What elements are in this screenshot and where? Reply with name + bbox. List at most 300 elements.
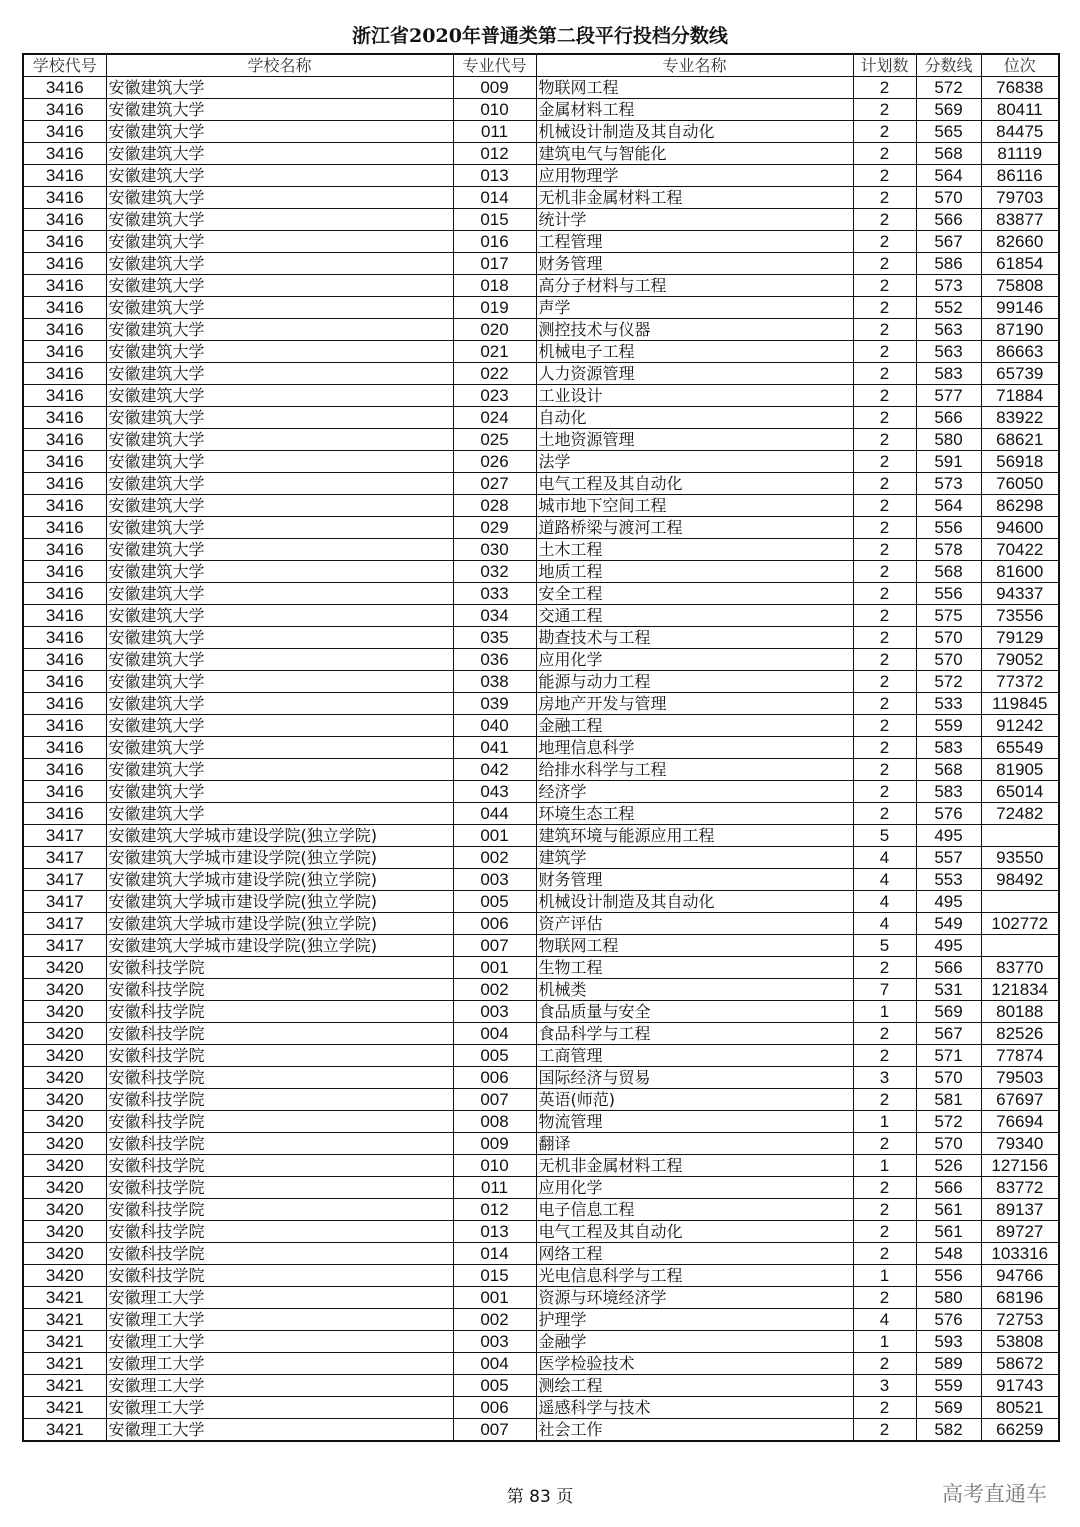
table-row xyxy=(23,1067,1059,1089)
cell-major-name: 高分子材料与工程 xyxy=(536,275,853,297)
cell-school-name: 安徽建筑大学 xyxy=(106,495,453,517)
table-row xyxy=(23,451,1059,473)
cell-school-name: 安徽建筑大学 xyxy=(106,451,453,473)
cell-plan-count: 2 xyxy=(853,715,916,737)
cell-major-code: 002 xyxy=(453,847,536,869)
cell-plan-count: 2 xyxy=(853,539,916,561)
table-row xyxy=(23,869,1059,891)
cell-school-code: 3416 xyxy=(23,781,106,803)
cell-score-line: 533 xyxy=(916,693,981,715)
table-row xyxy=(23,1023,1059,1045)
table-row xyxy=(23,539,1059,561)
table-row xyxy=(23,1419,1059,1442)
cell-major-name: 测控技术与仪器 xyxy=(536,319,853,341)
cell-score-line: 582 xyxy=(916,1419,981,1442)
cell-major-name: 经济学 xyxy=(536,781,853,803)
cell-school-name: 安徽科技学院 xyxy=(106,1001,453,1023)
table-row xyxy=(23,517,1059,539)
cell-school-name: 安徽建筑大学 xyxy=(106,165,453,187)
cell-major-name: 应用化学 xyxy=(536,1177,853,1199)
cell-plan-count: 2 xyxy=(853,1397,916,1419)
cell-major-code: 033 xyxy=(453,583,536,605)
cell-rank: 67697 xyxy=(981,1089,1059,1111)
cell-school-code: 3417 xyxy=(23,825,106,847)
cell-major-name: 财务管理 xyxy=(536,253,853,275)
cell-major-name: 无机非金属材料工程 xyxy=(536,187,853,209)
cell-major-code: 005 xyxy=(453,1375,536,1397)
cell-major-code: 018 xyxy=(453,275,536,297)
cell-school-name: 安徽建筑大学 xyxy=(106,759,453,781)
cell-rank: 93550 xyxy=(981,847,1059,869)
cell-plan-count: 2 xyxy=(853,1089,916,1111)
cell-major-code: 004 xyxy=(453,1353,536,1375)
cell-major-code: 006 xyxy=(453,913,536,935)
cell-major-name: 食品质量与安全 xyxy=(536,1001,853,1023)
cell-rank: 72482 xyxy=(981,803,1059,825)
cell-major-code: 013 xyxy=(453,1221,536,1243)
table-row xyxy=(23,209,1059,231)
cell-school-name: 安徽科技学院 xyxy=(106,1155,453,1177)
cell-school-code: 3416 xyxy=(23,451,106,473)
cell-major-name: 应用化学 xyxy=(536,649,853,671)
cell-major-name: 物流管理 xyxy=(536,1111,853,1133)
cell-score-line: 575 xyxy=(916,605,981,627)
cell-major-name: 应用物理学 xyxy=(536,165,853,187)
table-row xyxy=(23,1199,1059,1221)
cell-major-code: 028 xyxy=(453,495,536,517)
cell-school-code: 3420 xyxy=(23,1199,106,1221)
cell-major-code: 013 xyxy=(453,165,536,187)
cell-major-name: 土木工程 xyxy=(536,539,853,561)
cell-plan-count: 2 xyxy=(853,671,916,693)
cell-plan-count: 2 xyxy=(853,759,916,781)
cell-plan-count: 4 xyxy=(853,847,916,869)
cell-plan-count: 2 xyxy=(853,1023,916,1045)
cell-school-code: 3421 xyxy=(23,1353,106,1375)
table-row xyxy=(23,1265,1059,1287)
cell-school-name: 安徽科技学院 xyxy=(106,957,453,979)
header-plan-count: 计划数 xyxy=(853,54,916,77)
table-row xyxy=(23,1287,1059,1309)
cell-school-name: 安徽建筑大学 xyxy=(106,473,453,495)
cell-score-line: 573 xyxy=(916,473,981,495)
cell-plan-count: 2 xyxy=(853,121,916,143)
cell-plan-count: 1 xyxy=(853,1155,916,1177)
cell-school-code: 3417 xyxy=(23,913,106,935)
cell-rank: 80411 xyxy=(981,99,1059,121)
cell-score-line: 495 xyxy=(916,825,981,847)
cell-major-name: 土地资源管理 xyxy=(536,429,853,451)
cell-major-name: 自动化 xyxy=(536,407,853,429)
table-row xyxy=(23,187,1059,209)
cell-score-line: 556 xyxy=(916,1265,981,1287)
cell-school-code: 3416 xyxy=(23,473,106,495)
cell-score-line: 570 xyxy=(916,627,981,649)
cell-rank: 83770 xyxy=(981,957,1059,979)
cell-rank: 70422 xyxy=(981,539,1059,561)
cell-major-code: 042 xyxy=(453,759,536,781)
cell-rank: 83922 xyxy=(981,407,1059,429)
cell-rank: 56918 xyxy=(981,451,1059,473)
cell-school-code: 3421 xyxy=(23,1287,106,1309)
cell-plan-count: 2 xyxy=(853,187,916,209)
cell-rank: 119845 xyxy=(981,693,1059,715)
cell-plan-count: 2 xyxy=(853,143,916,165)
cell-score-line: 578 xyxy=(916,539,981,561)
cell-major-code: 003 xyxy=(453,1331,536,1353)
cell-plan-count: 2 xyxy=(853,495,916,517)
cell-major-name: 交通工程 xyxy=(536,605,853,627)
cell-major-code: 014 xyxy=(453,1243,536,1265)
cell-score-line: 570 xyxy=(916,649,981,671)
cell-school-name: 安徽建筑大学城市建设学院(独立学院) xyxy=(106,869,453,891)
cell-school-name: 安徽建筑大学 xyxy=(106,385,453,407)
cell-major-name: 金属材料工程 xyxy=(536,99,853,121)
cell-score-line: 556 xyxy=(916,517,981,539)
cell-major-code: 039 xyxy=(453,693,536,715)
cell-major-name: 无机非金属材料工程 xyxy=(536,1155,853,1177)
cell-school-code: 3416 xyxy=(23,385,106,407)
cell-major-code: 001 xyxy=(453,1287,536,1309)
cell-score-line: 561 xyxy=(916,1199,981,1221)
admission-score-table xyxy=(22,53,1060,1442)
cell-plan-count: 2 xyxy=(853,1287,916,1309)
cell-school-code: 3420 xyxy=(23,1001,106,1023)
table-row xyxy=(23,1375,1059,1397)
cell-major-name: 法学 xyxy=(536,451,853,473)
cell-major-code: 015 xyxy=(453,209,536,231)
cell-score-line: 573 xyxy=(916,275,981,297)
cell-rank: 94337 xyxy=(981,583,1059,605)
cell-school-code: 3417 xyxy=(23,891,106,913)
table-row xyxy=(23,847,1059,869)
cell-major-code: 015 xyxy=(453,1265,536,1287)
cell-rank: 103316 xyxy=(981,1243,1059,1265)
cell-school-name: 安徽建筑大学 xyxy=(106,209,453,231)
cell-score-line: 583 xyxy=(916,781,981,803)
cell-plan-count: 2 xyxy=(853,1353,916,1375)
cell-school-name: 安徽建筑大学 xyxy=(106,539,453,561)
cell-score-line: 552 xyxy=(916,297,981,319)
cell-major-name: 地质工程 xyxy=(536,561,853,583)
cell-rank: 80188 xyxy=(981,1001,1059,1023)
cell-school-code: 3416 xyxy=(23,143,106,165)
cell-score-line: 576 xyxy=(916,803,981,825)
cell-rank: 82660 xyxy=(981,231,1059,253)
table-row xyxy=(23,121,1059,143)
cell-school-name: 安徽建筑大学 xyxy=(106,627,453,649)
cell-school-code: 3420 xyxy=(23,1155,106,1177)
cell-rank: 102772 xyxy=(981,913,1059,935)
cell-score-line: 567 xyxy=(916,1023,981,1045)
cell-school-name: 安徽建筑大学 xyxy=(106,253,453,275)
cell-major-code: 007 xyxy=(453,1419,536,1442)
table-row xyxy=(23,429,1059,451)
cell-rank: 71884 xyxy=(981,385,1059,407)
cell-major-code: 003 xyxy=(453,869,536,891)
table-row xyxy=(23,275,1059,297)
cell-rank: 76694 xyxy=(981,1111,1059,1133)
cell-school-name: 安徽建筑大学 xyxy=(106,803,453,825)
header-rank: 位次 xyxy=(981,54,1059,77)
cell-plan-count: 2 xyxy=(853,209,916,231)
cell-school-code: 3416 xyxy=(23,693,106,715)
cell-plan-count: 2 xyxy=(853,1243,916,1265)
table-row xyxy=(23,1089,1059,1111)
cell-rank: 86116 xyxy=(981,165,1059,187)
table-row xyxy=(23,341,1059,363)
cell-major-code: 016 xyxy=(453,231,536,253)
cell-rank: 91743 xyxy=(981,1375,1059,1397)
cell-school-code: 3416 xyxy=(23,495,106,517)
cell-rank: 91242 xyxy=(981,715,1059,737)
cell-school-name: 安徽建筑大学 xyxy=(106,605,453,627)
cell-school-code: 3416 xyxy=(23,605,106,627)
cell-school-name: 安徽建筑大学 xyxy=(106,319,453,341)
cell-major-name: 安全工程 xyxy=(536,583,853,605)
cell-score-line: 564 xyxy=(916,495,981,517)
cell-major-code: 009 xyxy=(453,1133,536,1155)
cell-plan-count: 2 xyxy=(853,363,916,385)
cell-major-name: 光电信息科学与工程 xyxy=(536,1265,853,1287)
cell-plan-count: 1 xyxy=(853,1265,916,1287)
cell-school-name: 安徽建筑大学 xyxy=(106,187,453,209)
cell-school-name: 安徽建筑大学 xyxy=(106,143,453,165)
cell-score-line: 580 xyxy=(916,1287,981,1309)
cell-school-code: 3416 xyxy=(23,297,106,319)
cell-school-name: 安徽理工大学 xyxy=(106,1331,453,1353)
cell-rank: 79129 xyxy=(981,627,1059,649)
table-row xyxy=(23,1331,1059,1353)
table-row xyxy=(23,1045,1059,1067)
cell-rank: 84475 xyxy=(981,121,1059,143)
cell-plan-count: 5 xyxy=(853,935,916,957)
watermark: 高考直通车 xyxy=(942,1482,1047,1506)
cell-rank: 72753 xyxy=(981,1309,1059,1331)
cell-school-code: 3420 xyxy=(23,957,106,979)
table-row xyxy=(23,979,1059,1001)
table-row xyxy=(23,825,1059,847)
cell-major-name: 食品科学与工程 xyxy=(536,1023,853,1045)
cell-plan-count: 2 xyxy=(853,1221,916,1243)
cell-score-line: 566 xyxy=(916,1177,981,1199)
cell-rank xyxy=(981,825,1059,847)
cell-major-name: 护理学 xyxy=(536,1309,853,1331)
cell-major-code: 014 xyxy=(453,187,536,209)
cell-rank: 81600 xyxy=(981,561,1059,583)
page-number: 第 83 页 xyxy=(506,1487,574,1507)
cell-plan-count: 2 xyxy=(853,781,916,803)
cell-rank: 79052 xyxy=(981,649,1059,671)
cell-school-code: 3416 xyxy=(23,649,106,671)
cell-score-line: 569 xyxy=(916,99,981,121)
cell-score-line: 563 xyxy=(916,341,981,363)
cell-school-code: 3416 xyxy=(23,275,106,297)
cell-school-name: 安徽建筑大学 xyxy=(106,649,453,671)
cell-score-line: 526 xyxy=(916,1155,981,1177)
cell-school-name: 安徽建筑大学 xyxy=(106,583,453,605)
cell-school-code: 3416 xyxy=(23,253,106,275)
cell-school-code: 3416 xyxy=(23,627,106,649)
cell-school-name: 安徽科技学院 xyxy=(106,1111,453,1133)
cell-rank: 79503 xyxy=(981,1067,1059,1089)
cell-school-code: 3416 xyxy=(23,209,106,231)
cell-major-name: 机械类 xyxy=(536,979,853,1001)
cell-rank: 79340 xyxy=(981,1133,1059,1155)
cell-school-code: 3420 xyxy=(23,1045,106,1067)
cell-school-name: 安徽建筑大学 xyxy=(106,77,453,99)
cell-school-name: 安徽建筑大学 xyxy=(106,781,453,803)
header-score-line: 分数线 xyxy=(916,54,981,77)
cell-major-code: 034 xyxy=(453,605,536,627)
table-row xyxy=(23,1155,1059,1177)
cell-score-line: 568 xyxy=(916,561,981,583)
cell-plan-count: 2 xyxy=(853,1419,916,1442)
cell-rank: 127156 xyxy=(981,1155,1059,1177)
cell-plan-count: 4 xyxy=(853,1309,916,1331)
cell-rank: 80521 xyxy=(981,1397,1059,1419)
cell-plan-count: 1 xyxy=(853,1111,916,1133)
cell-school-code: 3421 xyxy=(23,1331,106,1353)
cell-school-code: 3416 xyxy=(23,319,106,341)
cell-rank: 68196 xyxy=(981,1287,1059,1309)
cell-plan-count: 2 xyxy=(853,1199,916,1221)
cell-plan-count: 2 xyxy=(853,165,916,187)
cell-rank: 98492 xyxy=(981,869,1059,891)
cell-major-name: 电子信息工程 xyxy=(536,1199,853,1221)
cell-school-name: 安徽科技学院 xyxy=(106,1177,453,1199)
cell-school-code: 3420 xyxy=(23,1177,106,1199)
table-row xyxy=(23,605,1059,627)
cell-school-code: 3421 xyxy=(23,1375,106,1397)
cell-major-name: 英语(师范) xyxy=(536,1089,853,1111)
cell-rank: 58672 xyxy=(981,1353,1059,1375)
cell-score-line: 567 xyxy=(916,231,981,253)
cell-school-name: 安徽建筑大学 xyxy=(106,429,453,451)
cell-plan-count: 2 xyxy=(853,605,916,627)
cell-rank: 94766 xyxy=(981,1265,1059,1287)
cell-major-code: 019 xyxy=(453,297,536,319)
cell-score-line: 568 xyxy=(916,143,981,165)
header-school-name: 学校名称 xyxy=(106,54,453,77)
cell-major-code: 006 xyxy=(453,1397,536,1419)
table-row xyxy=(23,715,1059,737)
cell-rank: 61854 xyxy=(981,253,1059,275)
cell-school-name: 安徽科技学院 xyxy=(106,1265,453,1287)
cell-major-code: 043 xyxy=(453,781,536,803)
cell-score-line: 576 xyxy=(916,1309,981,1331)
cell-rank: 83772 xyxy=(981,1177,1059,1199)
cell-score-line: 565 xyxy=(916,121,981,143)
cell-major-name: 能源与动力工程 xyxy=(536,671,853,693)
cell-major-name: 物联网工程 xyxy=(536,77,853,99)
table-row xyxy=(23,1221,1059,1243)
cell-major-name: 国际经济与贸易 xyxy=(536,1067,853,1089)
cell-rank xyxy=(981,891,1059,913)
table-row xyxy=(23,913,1059,935)
cell-major-code: 041 xyxy=(453,737,536,759)
header-school-code: 学校代号 xyxy=(23,54,106,77)
cell-school-name: 安徽建筑大学 xyxy=(106,517,453,539)
cell-plan-count: 2 xyxy=(853,517,916,539)
table-row xyxy=(23,143,1059,165)
cell-major-name: 给排水科学与工程 xyxy=(536,759,853,781)
cell-plan-count: 2 xyxy=(853,693,916,715)
cell-score-line: 549 xyxy=(916,913,981,935)
cell-major-code: 022 xyxy=(453,363,536,385)
cell-school-code: 3416 xyxy=(23,231,106,253)
cell-rank: 77372 xyxy=(981,671,1059,693)
cell-major-name: 金融学 xyxy=(536,1331,853,1353)
cell-school-code: 3416 xyxy=(23,583,106,605)
table-row xyxy=(23,1397,1059,1419)
cell-major-code: 001 xyxy=(453,957,536,979)
cell-major-name: 建筑电气与智能化 xyxy=(536,143,853,165)
cell-major-name: 测绘工程 xyxy=(536,1375,853,1397)
cell-school-code: 3417 xyxy=(23,935,106,957)
cell-rank: 121834 xyxy=(981,979,1059,1001)
cell-major-name: 房地产开发与管理 xyxy=(536,693,853,715)
cell-school-code: 3420 xyxy=(23,1133,106,1155)
cell-major-name: 社会工作 xyxy=(536,1419,853,1442)
cell-school-code: 3416 xyxy=(23,517,106,539)
cell-major-code: 021 xyxy=(453,341,536,363)
cell-school-name: 安徽建筑大学城市建设学院(独立学院) xyxy=(106,825,453,847)
table-row xyxy=(23,1309,1059,1331)
cell-score-line: 589 xyxy=(916,1353,981,1375)
page-title: 浙江省2020年普通类第二段平行投档分数线 xyxy=(352,25,728,47)
cell-school-code: 3416 xyxy=(23,99,106,121)
cell-major-code: 040 xyxy=(453,715,536,737)
cell-rank: 53808 xyxy=(981,1331,1059,1353)
table-row xyxy=(23,385,1059,407)
cell-major-code: 001 xyxy=(453,825,536,847)
cell-school-code: 3416 xyxy=(23,77,106,99)
table-row xyxy=(23,891,1059,913)
cell-major-code: 038 xyxy=(453,671,536,693)
cell-score-line: 568 xyxy=(916,759,981,781)
table-row xyxy=(23,319,1059,341)
cell-school-code: 3416 xyxy=(23,561,106,583)
cell-score-line: 495 xyxy=(916,935,981,957)
cell-major-name: 资产评估 xyxy=(536,913,853,935)
cell-major-code: 012 xyxy=(453,143,536,165)
cell-score-line: 556 xyxy=(916,583,981,605)
table-row xyxy=(23,583,1059,605)
cell-plan-count: 2 xyxy=(853,231,916,253)
cell-plan-count: 1 xyxy=(853,1331,916,1353)
cell-score-line: 577 xyxy=(916,385,981,407)
cell-major-name: 统计学 xyxy=(536,209,853,231)
cell-school-name: 安徽理工大学 xyxy=(106,1353,453,1375)
cell-score-line: 495 xyxy=(916,891,981,913)
table-row xyxy=(23,1133,1059,1155)
cell-score-line: 583 xyxy=(916,363,981,385)
cell-major-code: 025 xyxy=(453,429,536,451)
cell-rank xyxy=(981,935,1059,957)
cell-major-name: 工业设计 xyxy=(536,385,853,407)
cell-score-line: 572 xyxy=(916,77,981,99)
cell-score-line: 566 xyxy=(916,209,981,231)
cell-rank: 76050 xyxy=(981,473,1059,495)
cell-school-name: 安徽建筑大学 xyxy=(106,121,453,143)
cell-major-code: 017 xyxy=(453,253,536,275)
cell-major-code: 002 xyxy=(453,979,536,1001)
table-row xyxy=(23,1177,1059,1199)
cell-plan-count: 2 xyxy=(853,407,916,429)
cell-rank: 82526 xyxy=(981,1023,1059,1045)
cell-plan-count: 2 xyxy=(853,297,916,319)
